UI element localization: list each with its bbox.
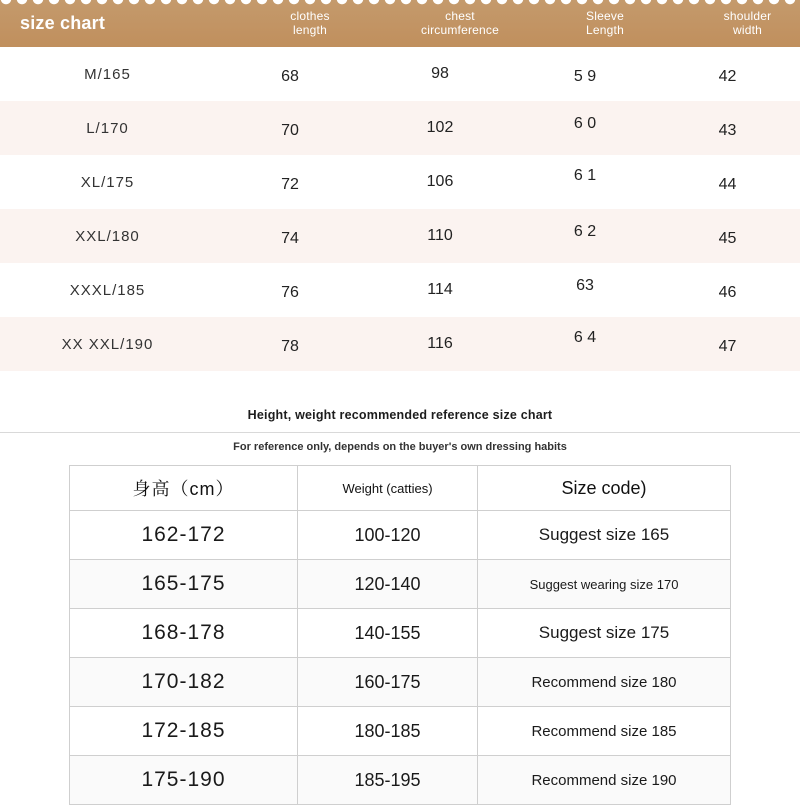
- row-sleeve-length: 5 9: [573, 68, 597, 85]
- size-chart-table: [0, 0, 800, 396]
- table-row: [70, 560, 730, 609]
- table-row: [70, 609, 730, 658]
- column-header-line1: chest: [445, 9, 475, 24]
- row-height-range: 170-182: [70, 658, 298, 706]
- table-row: [70, 658, 730, 707]
- column-header-height-label: 身高: [132, 479, 171, 499]
- row-clothes-length: 76: [281, 284, 299, 301]
- row-chest-circumference: 114: [427, 281, 453, 298]
- row-height-range: 168-178: [70, 609, 298, 657]
- row-clothes-length: 74: [281, 230, 299, 247]
- row-weight-range: 185-195: [298, 756, 478, 804]
- row-size-code: Suggest size 165: [538, 525, 670, 544]
- row-sleeve-length: 6 1: [573, 167, 597, 184]
- recommended-reference-caption: Height, weight recommended reference size chart: [247, 408, 553, 422]
- row-sleeve-length: 6 0: [573, 115, 597, 132]
- column-header-height: [70, 466, 298, 510]
- row-shoulder-width: 43: [718, 122, 737, 139]
- column-header-weight: Weight (catties): [298, 466, 478, 510]
- row-height-range: 162-172: [70, 511, 298, 559]
- row-weight-range: 140-155: [298, 609, 478, 657]
- row-clothes-length: 68: [281, 68, 299, 85]
- row-chest-circumference: 110: [427, 227, 453, 244]
- column-header-line1: Sleeve: [586, 9, 624, 24]
- row-sleeve-length: 63: [576, 277, 594, 294]
- row-shoulder-width: 47: [718, 338, 737, 355]
- row-chest-circumference: 102: [426, 119, 454, 136]
- row-height-range: 172-185: [70, 707, 298, 755]
- table-row: [70, 707, 730, 756]
- row-size-label: M/165: [84, 65, 131, 83]
- row-height-range: 165-175: [70, 560, 298, 608]
- size-chart-header-row: [0, 0, 800, 47]
- row-sleeve-length: 6 2: [573, 223, 597, 240]
- row-weight-range: 120-140: [298, 560, 478, 608]
- column-header-chest-circumference: [385, 10, 535, 37]
- row-weight-range: 180-185: [298, 707, 478, 755]
- row-shoulder-width: 46: [718, 284, 737, 301]
- column-header-line2: width: [732, 22, 762, 37]
- column-header-size-code: Size code): [561, 477, 647, 498]
- row-size-label: XL/175: [80, 173, 135, 191]
- row-size-code: Suggest size 175: [538, 623, 670, 642]
- row-size-label: XXXL/185: [69, 281, 146, 299]
- column-header-line1: shoulder: [723, 9, 772, 24]
- column-header-sleeve-length: [535, 10, 675, 37]
- table-row: [0, 47, 800, 101]
- column-header-line2: circumference: [421, 22, 499, 37]
- row-shoulder-width: 42: [718, 68, 737, 85]
- column-header-line2: Length: [586, 22, 624, 37]
- chart-captions: [0, 396, 800, 453]
- row-weight-range: 100-120: [298, 511, 478, 559]
- table-row: [0, 101, 800, 155]
- row-chest-circumference: 98: [431, 65, 449, 82]
- row-size-label: XX XXL/190: [61, 335, 154, 353]
- height-weight-header-row: [70, 466, 730, 511]
- column-header-line1: clothes: [290, 9, 330, 24]
- size-chart-title: size chart: [20, 13, 106, 34]
- column-header-height-unit: （cm）: [170, 479, 235, 499]
- row-sleeve-length: 6 4: [573, 329, 597, 346]
- height-weight-table: [69, 465, 731, 805]
- row-size-label: L/170: [86, 119, 129, 137]
- row-clothes-length: 78: [281, 338, 299, 355]
- table-row: [0, 317, 800, 371]
- column-header-line2: length: [293, 22, 327, 37]
- table-row: [0, 263, 800, 317]
- row-weight-range: 160-175: [298, 658, 478, 706]
- row-shoulder-width: 44: [718, 176, 737, 193]
- row-clothes-length: 72: [281, 176, 299, 193]
- table-row: [0, 209, 800, 263]
- reference-disclaimer: For reference only, depends on the buyer's own dressing habits: [233, 441, 567, 453]
- row-chest-circumference: 116: [427, 335, 453, 352]
- row-size-label: XXL/180: [75, 227, 140, 245]
- row-height-range: 175-190: [70, 756, 298, 804]
- table-row: [0, 155, 800, 209]
- table-row: [70, 756, 730, 805]
- row-size-code: Suggest wearing size 170: [529, 576, 679, 592]
- column-header-clothes-length: [235, 10, 385, 37]
- table-row: [70, 511, 730, 560]
- row-chest-circumference: 106: [426, 173, 454, 190]
- row-clothes-length: 70: [281, 122, 299, 139]
- column-header-shoulder-width: [675, 10, 800, 37]
- row-shoulder-width: 45: [718, 230, 737, 247]
- row-size-code: Recommend size 180: [531, 673, 677, 691]
- row-size-code: Recommend size 190: [531, 771, 677, 789]
- row-size-code: Recommend size 185: [531, 722, 677, 740]
